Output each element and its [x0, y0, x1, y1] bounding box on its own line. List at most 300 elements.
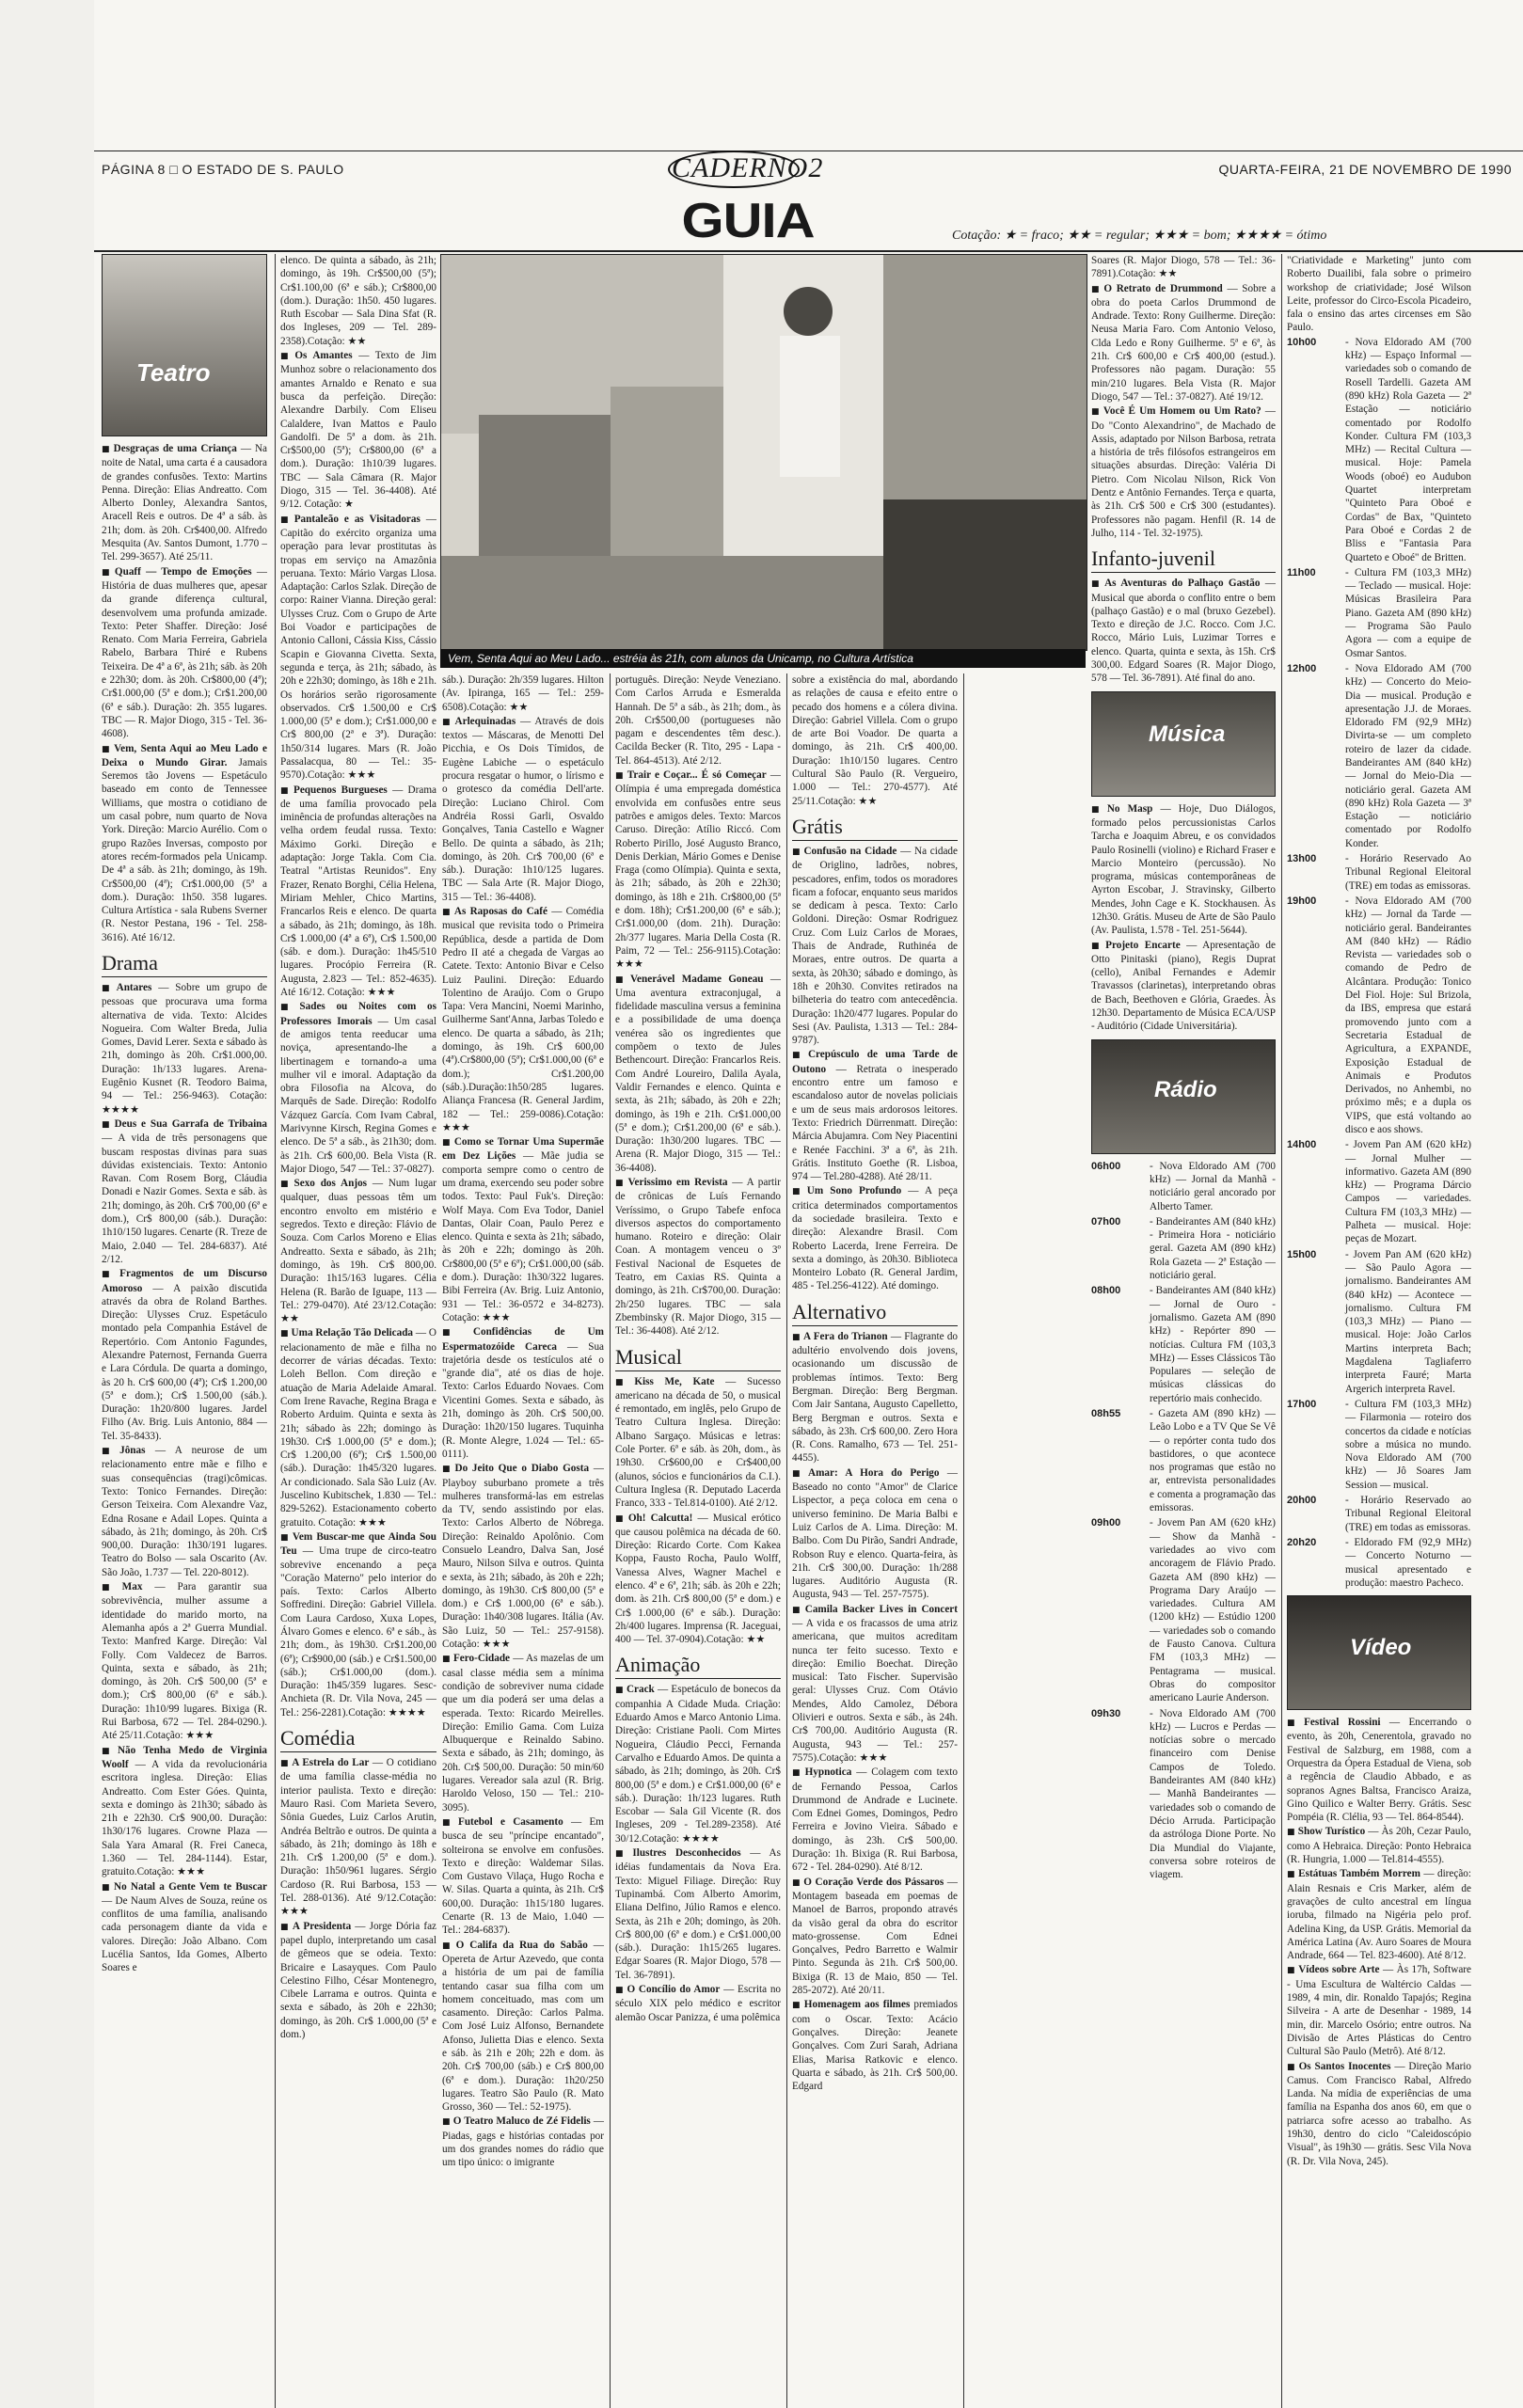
listing-text: — Apresentação de Otto Pinitaski (piano), Regis Duprat (cello), Anibal Fernandes e Ademir Travassos (clarinetas), interpretando obras de Bach, Beethoven e Glória, Graedes. Às 12h30. Departamento de Música ECA/USP - Auditório (Cidade Universitária). [1091, 939, 1276, 1033]
listing-title: O Retrato de Drummond [1103, 282, 1223, 294]
page-header-date: QUARTA-FEIRA, 21 DE NOVEMBRO DE 1990 [1218, 162, 1512, 177]
bullet-icon: ■ [102, 983, 114, 993]
listing-item [615, 1512, 781, 1647]
listing-text: elenco. De quinta a sábado, às 21h; domingo, às 19h. Cr$500,00 (5ª); Cr$1.100,00 (6ª e sáb.); Cr$800,00 (dom.). Duração: 1h50. 450 lugares. Ruth Escobar — Sala Dina Sfat (R. dos Ingleses, 209 — Tel. 289-2358).Cotação: ★★ [280, 255, 436, 347]
listing-title: Futebol e Casamento [458, 1815, 563, 1828]
listing-title: Estátuas Também Morrem [1298, 1868, 1420, 1880]
listing-title: Verissimo em Revista [627, 1176, 728, 1188]
listing-item [792, 1766, 958, 1874]
listing-title: Jônas [119, 1445, 146, 1457]
listing-item [1091, 404, 1276, 540]
listing-text: — Piadas, gags e histórias contadas por um dos grandes nomes do rádio que um tipo único: o imigrante [442, 2115, 604, 2169]
listing-title: Uma Relação Tão Delicada [291, 1327, 414, 1339]
column-divider [963, 673, 964, 2408]
listing-item [615, 1683, 781, 1846]
listing-item [442, 1135, 604, 1324]
listing-text: — Musical que aborda o conflito entre o bem (palhaço Gastão) e o mal (bruxo Gezebel). Texto e direção de J.C. Rocco. Com J.C. Rocco, Mário Luis, Luzimar Torres e elenco. Quarta, quinta e sexta, às 15h. Cr$ 300,00. Edgard Soares (R. Major Diogo, 578 — Tel. 36-7891). Até final do ano. [1091, 578, 1276, 685]
teatro-box [102, 254, 267, 436]
listing-text: — Mãe judia se comporta sempre como o centro de um drama, exercendo seu poder sobre todos. Texto: Paul Fuk's. Direção: Wolf Maya. Com Eva Todor, Daniel Dantas, Olair Coan, Paulo Perez e elenco. Quinta e sexta às 21h; sábado, às 20h e 22h; domingo às 20h. Cr$800,00 (5ª e 6ª); Cr$1.000,00 (sáb. e dom.). Duração: 1h30/322 lugares. Bibi Ferreira (Av. Brig. Luiz Antonio, 931 — Tel.: 36-0572 e 34-8273). Cotação: ★★★ [442, 1150, 604, 1323]
listing-text: — As idéias fundamentais da Nova Era. Texto: Miguel Filiage. Direção: Ruy Tupinambá. Com Alberto Amorim, Eliana Delfino, Júlio Ramos e elenco. Sexta, às 21h e 20h; domingo, às 20h. Cr$ 800,00 (6ª e dom.) e Cr$1.000,00 (sáb.). Duração: 1h15/265 lugares. Edgar Soares (R. Major Diogo, 578 — Tel. 36-7891). [615, 1847, 781, 1981]
radio-description: - Gazeta AM (890 kHz) — Leão Lobo e a TV Que Se Vê — o repórter conta tudo dos bastidores, o que acontece nos programas que estão no ar, entrevista personalidades e comenta a programação das emissoras. [1150, 1408, 1276, 1514]
bullet-icon: ■ [102, 1583, 119, 1593]
listing-text: — O cotidiano de uma família classe-média no interior paulista. Texto e direção: Mauro Rasi. Com Marieta Severo, Sônia Guedes, Luiz Carlos Arutin, Andréa Beltrão e outros. De quinta a sábado, às 21h; domingo às 18h e 21h. Cr$ 1.200,00 (5ª e dom.). Duração: 1h50/961 lugares. Sérgio Cardoso (R. Rui Barbosa, 153 — Tel. 288-0136). Até 9/12.Cotação: ★★★ [280, 1757, 436, 1918]
listing-item [442, 1652, 604, 1814]
listing-item [615, 1846, 781, 1982]
listing-title: Venerável Madame Goneau [629, 973, 764, 985]
listing-title: Confidências de Um Espermatozóide Careca [442, 1326, 604, 1353]
listing-title: A Estrela do Lar [292, 1757, 370, 1769]
listing-item [442, 1815, 604, 1938]
listing-title: Deus e Sua Garrafa de Tribaina [114, 1117, 267, 1130]
caderno2-ring [668, 150, 800, 188]
radio-time: 12h00 [1287, 662, 1317, 674]
listing-text: — Espetáculo de bonecos da companhia A Cidade Muda. Criação: Eduardo Amos e Marco Antonio Lima. Direção: Cristiane Paoli. Com Mirtes Nogueira, Cláudio Pecci, Fernanda Carvalho e Eduardo Amos. De quinta a sábado, às 21h; domingo, às 20h. Cr$ 800,00 (5ª e dom.) e Cr$1.000,00 (6ª e sáb.). Duração: 1h/123 lugares. Ruth Escobar — Sala Gil Vicente (R. dos Ingleses, 209 - Tel.289-2358). Até 30/12.Cotação: ★★★★ [615, 1684, 781, 1845]
listing-title: No Natal a Gente Vem te Buscar [113, 1880, 267, 1893]
listing-item [442, 2115, 604, 2169]
bullet-icon: ■ [1287, 2062, 1296, 2072]
scan-margin [0, 0, 94, 2408]
radio-description: - Nova Eldorado AM (700 kHz) — Jornal da Tarde — noticiário geral. Bandeirantes AM (840 kHz) — Rádio Revista — variedades sob o comando de Pedro de Alcântara. Produção: Tonico Del Fiol. Hoje: Sul Brizola, da IBS, empresa que estará promovendo junto com a Secretaria Estadual de Agricultura, a EXPANDE, Exposição Estadual de Animais e Produtos Derivados, no Anhembi, no próximo mês; e a dupla os VIPS, que está voltando ao disco e aos shows. [1345, 895, 1471, 1135]
listing-item [280, 254, 436, 348]
bullet-icon: ■ [615, 771, 625, 782]
bullet-icon: ■ [442, 1465, 452, 1475]
listing-title: Oh! Calcutta! [627, 1512, 693, 1524]
photo-illustration [441, 255, 1087, 650]
listing-title: Camila Backer Lives in Concert [804, 1603, 958, 1615]
listing-text: — Hoje, Duo Diálogos, formado pelos percussionistas Carlos Tarcha e Joaquim Abreu, e os convidados Paulo Rosinelli (violino) e Richard Fraser e Marcio Monteiro (percussão). No programa, músicas contemporâneas de Ayrton Escobar, J. Stravinsky, Gilberto Mendes, John Cage e K. Stockhausen. Às 12h30. Grátis. Museu de Arte de São Paulo (Av. Paulista, 1.578 - Tel. 251-5644). [1091, 802, 1276, 937]
listing-item [102, 565, 267, 741]
column-3 [442, 673, 604, 2408]
teatro-listings-4 [615, 673, 781, 1339]
listing-title: Do Jeito Que o Diabo Gosta [454, 1463, 590, 1475]
listing-title: Crack [626, 1684, 655, 1696]
gratis-heading: Grátis [792, 814, 958, 841]
listing-title: Pantaleão e as Visitadoras [293, 513, 420, 525]
listing-text: sáb.). Duração: 2h/359 lugares. Hilton (Av. Ipiranga, 165 — Tel.: 259-6508).Cotação: ★★ [442, 674, 604, 713]
listing-text: Soares (R. Major Diogo, 578 — Tel.: 36-7891).Cotação: ★★ [1091, 255, 1276, 280]
listing-item [442, 1325, 604, 1461]
musica-label: Música [1149, 721, 1226, 747]
bullet-icon: ■ [102, 445, 111, 454]
listing-text: — História de duas mulheres que, apesar da grande diferença cultural, desenvolvem uma profunda amizade. Texto: Peter Shaffer. Direção: José Renato. Com Maria Ferreira, Gabriela Rabelo, Barbara Thiré e Rubens Teixeira. De 4ª a 6ª, às 21h; sáb. às 20h e 22h30; dom. às 20h. Cr$800,00 (4ª); Cr$1.000,00 (5ª e dom.); Cr$1.200,00 (6ª e sáb.). Duração: 2h. 355 lugares. TBC — R. Major Diogo, 315 - Tel. 36-4608). [102, 565, 267, 740]
radio-slot [1091, 1516, 1276, 1704]
listing-text: — A vida de três personagens que buscam respostas divinas para suas dúvidas existenciais. Texto: Antonio Ravan. Com Rosem Borg, Cláudia Donadi e Nazir Gomes. Sexta e sáb. às 21h; domingo, às 20h. Cr$ 700,00 (6ª e dom.), Cr$ 800,00 (sáb.). Duração: 1h10/150 lugares. Cenarte (R. Treze de Maio, 2.040 — Tel. 284-6837). Até 2/12. [102, 1133, 267, 1265]
listing-text: — Olímpia é uma empregada doméstica envolvida em confusões entre seus patrões e amigos deles. Texto: Marcos Caruso. Direção: Atílio Riccó. Com Roberto Pirillo, José Augusto Branco, Denis Derkian, Mário Gomes e Denise Fraga (como Olímpia). Quinta e sexta, às 21h; sábado, às 20h e 22h30; domingo, às 18h e 21h. Cr$800,00 (5ª e dom. 18h); Cr$1.200,00 (6ª e sáb.); Cr$1.000,00 (dom. 21h). Duração: 2h/377 lugares. Maria Della Costa (R. Paim, 72 — Tel.: 256-9115).Cotação: ★★★ [615, 769, 781, 971]
listing-item [792, 1184, 958, 1292]
listing-title: Festival Rossini [1304, 1717, 1381, 1729]
listing-item [792, 845, 958, 1047]
listing-title: Arlequinadas [454, 715, 516, 727]
listing-item [1287, 2060, 1471, 2168]
bullet-icon: ■ [1287, 1870, 1296, 1880]
listing-item [102, 442, 267, 564]
listing-text: — A vida da revolucionária escritora inglesa. Direção: Elias Andreatto. Com Ester Góes. Quinta, sexta e domingo às 21h30; sábado às 21h e 22h30. Cr$ 900,00. Duração: 1h30/176 lugares. Crowne Plaza — Sala Yara Amaral (R. Frei Caneca, 1.360 — Tel. 284-1144). Estar, gratuito.Cotação: ★★★ [102, 1758, 267, 1878]
listing-item [792, 1466, 958, 1602]
bullet-icon: ■ [442, 1817, 455, 1828]
gratis-listings [792, 845, 958, 1293]
bullet-icon: ■ [792, 1187, 804, 1197]
radio-time: 14h00 [1287, 1139, 1317, 1151]
listing-title: Homenagem aos filmes [803, 1999, 911, 2011]
listing-item [792, 673, 958, 808]
listing-item [280, 1000, 436, 1176]
bullet-icon: ■ [792, 1877, 801, 1888]
listing-text: — Para garantir sua sobrevivência, mulher assume a identidade do marido morto, na Alemanha após a 2ª Guerra Mundial. Texto: Manfred Karge. Direção: Val Folly. Com Valdecez de Barros. Quinta, sexta e sábado, às 21h; domingo, às 20h. Cr$ 500,00 (5ª e dom.); Cr$ 800,00 (6ª e sáb.). Duração: 1h10/99 lugares. Bixiga (R. Rui Barbosa, 672 — Tel. 284-0290.). Até 25/11.Cotação: ★★★ [102, 1581, 267, 1742]
column-6 [1091, 254, 1276, 2408]
listing-title: Crepúsculo de uma Tarde de Outono [792, 1049, 958, 1075]
bullet-icon: ■ [615, 1377, 632, 1387]
radio-slot [1287, 895, 1471, 1136]
page-header-left: PÁGINA 8 □ O ESTADO DE S. PAULO [102, 162, 344, 177]
listing-title: Trair e Coçar... É só Começar [627, 769, 767, 782]
video-listings [1287, 1716, 1471, 2168]
listing-title: Sades ou Noites com os Professores Imorais [280, 1001, 436, 1027]
comedia-listings [280, 1756, 436, 2041]
listing-item [102, 1117, 267, 1266]
listing-item [280, 1756, 436, 1919]
radio-time: 09h00 [1091, 1517, 1121, 1529]
bullet-icon: ■ [792, 2001, 801, 2011]
bullet-icon: ■ [280, 1532, 290, 1543]
listing-item [615, 673, 781, 768]
listing-title: Kiss Me, Kate [634, 1375, 715, 1387]
listing-text: — Uma aventura extraconjugal, a fidelidade masculina versus a feminina e a possibilidade de uma doença venérea são os ingredientes que compõem o texto de Jules Bethencourt. Direção: Francarlos Reis. Com André Loureiro, Dalila Ayala, Valdir Fernandes e elenco. Quinta e sexta, às 21h; sábado, às 20h e 22h; domingo, às 19h e 21h. Cr$1.000,00 (5ª e dom.); Cr$1.200,00 (6ª e sáb.). Duração: 1h30/200 lugares. TBC — Arena (R. Major Diogo, 315 — Tel.: 36-4408). [615, 973, 781, 1174]
listing-title: Vem Buscar-me que Ainda Sou Teu [280, 1530, 436, 1558]
listing-text: — A vida e os fracassos de uma atriz americana, que muitos acreditam nunca ter feito sucesso. Texto e direção: Emilio Boechat. Direção musical: Tato Fischer. Supervisão geral: Ulysses Cruz. Com Otávio Mendes, Aldo Camolez, Débora Olivieri e outros. Sexta e sáb., às 24h. Cr$ 700,00. Auditório Augusta (R. Augusta, 943 — Tel.: 257-7575).Cotação: ★★★ [792, 1618, 958, 1764]
bullet-icon: ■ [280, 352, 293, 362]
teatro-listings-2 [280, 254, 436, 1719]
photo-caption: Vem, Senta Aqui ao Meu Lado... estréia às 21h, com alunos da Unicamp, no Cultura Artística [440, 649, 1086, 668]
listing-text: — A peça critica determinados comportamentos da sociedade brasileira. Texto e direção: Alexandre Brasil. Com Roberto Lacerda, Irene Ferreira. De sexta a domingo, às 20h30. Biblioteca Monteiro Lobato (R. General Jardim, 485 - Tel.256-4122). Até domingo. [792, 1185, 958, 1292]
listing-title: Quaff — Tempo de Emoções [114, 565, 252, 578]
teatro-listings-5 [792, 673, 958, 808]
radio-slot [1287, 1398, 1471, 1492]
listing-text: — Sucesso americano na década de 50, o musical é remontado, em inglês, pelo Grupo de Teatro Cultura Inglesa. Direção: Albano Sargaço. Músicas e letras: Cole Porter. 6ª e sáb. às 20h, dom., às 19h30. Cr$600,00 e Cr$400,00 (alunos, sócios e funcionários da C.I.). Cultura Inglesa (R. Deputado Lacerda Franco, 333 - Tel.814-0100). Até 2/12. [615, 1375, 781, 1510]
listing-title: Show Turístico [1297, 1826, 1366, 1838]
musica-listings [1091, 802, 1276, 1034]
bullet-icon: ■ [1287, 1719, 1302, 1729]
video-label: Vídeo [1350, 1635, 1412, 1661]
radio-description: - Nova Eldorado AM (700 kHz) — Concerto do Meio-Dia — musical. Produção e apresentação J.J. de Moraes. Eldorado FM (92,9 MHz) Divirta-se — um completo roteiro de lazer da cidade. Bandeirantes AM (840 kHz) — Jornal do Meio-Dia — noticiário geral. Gazeta AM (890 kHz) Rola Gazeta — 3ª Estação — noticiário comentado por Rodolfo Konder. [1345, 662, 1471, 849]
radio-description: - Nova Eldorado AM (700 kHz) — Espaço Informal — variedades sob o comando de Rosell Tardelli. Gazeta AM (890 kHz) Rola Gazeta — 2ª Estação — noticiário comentado por Rodolfo Konder. Cultura FM (103,3 MHz) — Recital Cultura — musical. Hoje: Pamela Woods (oboé) eo Audubon Quartet interpretam "Quinteto Para Oboé e Cordas" de Bax, "Quinteto Para Oboé e Cordas 2 de Bliss e "Fantasia Para Quarteto e Oboé" de Britten. [1345, 336, 1471, 563]
listing-text: — Flagrante do adultério envolvendo dois jovens, ocasionando um discussão de problemas íntimos. Texto: Berg Bergman. Direção: Berg Bergman. Com Jair Santana, Augusto Capelletto, Berg Bergman e outros. Sexta e sábado, às 23h. Cr$ 600,00. Zero Hora (R. Cons. Ramalho, 673 — Tel. 251-4455). [792, 1330, 958, 1465]
bullet-icon: ■ [1091, 407, 1101, 418]
listing-item [615, 1176, 781, 1339]
radio-time: 17h00 [1287, 1398, 1317, 1410]
column-5 [792, 673, 958, 2408]
radio-time: 08h55 [1091, 1408, 1121, 1419]
listing-text: — Na cidade de Origlino, ladrões, nobres, pescadores, enfim, todos os moradores ficam a fofocar, enquanto seus maridos se dedicam à pesca. Texto: Carlo Goldoni. Direção: Osmar Rodriguez Cruz. Com Luiz Carlos de Moraes, Thais de Andrade, Ruthinéa de Moraes, entre outros. De quarta a sexta, às 20h30; sábado e domingo, às 18h e 20h30. Convites retirados na bilheteria do teatro com antecedência. Duração: 1h20/477 lugares. Popular do Sesi (Av. Paulista, 1.313 — Tel.: 284-9787). [792, 845, 958, 1047]
listing-text: — A paixão discutida através da obra de Roland Barthes. Direção: Ulysses Cruz. Espetáculo montado pela Companhia Estável de Repertório. Com Antonio Fagundes, Alexandre Paternost, Fernanda Guerra e Lara Córdula. De quarta a domingo, às 20 h. Cr$ 600,00 (4ª); Cr$ 1.200,00 (5ª e dom.); Cr$ 1.500,00 (sáb.). Duração: 1h20/800 lugares. Jardel Filho (Av. Brig. Luis Antonio, 884 — Tel. 35-8433). [102, 1282, 267, 1442]
infanto-juvenil-heading: Infanto-juvenil [1091, 546, 1276, 573]
listing-text: — De Naum Alves de Souza, reúne os conflitos de uma família, analisando cada personagem diante da vida e valores. Direção: João Albano. Com Lucélia Santos, Ida Gomes, Alberto Soares e [102, 1894, 267, 1974]
listing-text: — Opereta de Artur Azevedo, que conta a história de um pai de família tentando casar sua filha com um homem conceituado, mas com um casamento. Direção: Carlos Palma. Com José Luiz Alfonso, Bernandete Afonso, Julietta Dias e elenco. Sexta e sáb. às 21h e 20h; 22h e dom. às 20h. Cr$ 700,00 (sáb.) e Cr$ 800,00 (6ª e dom.). Duração: 1h20/250 lugares. Teatro São Paulo (R. Mato Grosso, 360 — Tel.: 52-1975). [442, 1939, 604, 2114]
radio-time: 15h00 [1287, 1248, 1317, 1260]
listing-text: — Através de dois textos — Máscaras, de Menotti Del Picchia, e Os Dois Tímidos, de Eugène Labiche — o espetáculo procura resgatar o humor, o lírismo e o grotesco da comédia Dell'arte. Direção: Luciano Chirol. Com Andréia Rossi Garli, Osvaldo Gonçalves, Tania Castello e Wagner Bello. De quinta a sábado, às 21h; domingo, às 20h. Cr$ 700,00 (6ª e sáb.). Duração: 1h10/125 lugares. TBC — Sala Arte (R. Major Diogo, 315 — Tel.: 36-4408). [442, 715, 604, 903]
radio-intro [1287, 254, 1471, 335]
listing-text: — Colagem com texto de Fernando Pessoa, Carlos Drummond de Andrade e Lucinete. Com Ednei Gomes, Domingos, Pedro Ferreira e Jovino Vieira. Sábado e domingo, às 23h. Cr$ 500,00. Duração: 1h. Bixiga (R. Rui Barbosa, 672 - Tel. 284-0290). Até 8/12. [792, 1766, 958, 1874]
listing-item [442, 673, 604, 714]
radio-slot [1287, 336, 1471, 564]
radio-description: - Jovem Pan AM (620 kHz) — São Paulo Agora — jornalismo. Bandeirantes AM (840 kHz) — Acontece — jornalismo. Cultura FM (103,3 MHz) — Piano — musical. Hoje: João Carlos Martins interpreta Bach; Magdalena Tagliaferro interpreta Fauré; Marta Argerich interpreta Ravel. [1345, 1248, 1471, 1395]
listing-item [1091, 254, 1276, 281]
listing-text: — Escrita no século XIX pelo médico e escritor alemão Oscar Panizza, é uma polêmica [615, 1984, 781, 2023]
radio-slot [1287, 1536, 1471, 1590]
bullet-icon: ■ [102, 1746, 115, 1756]
bullet-icon: ■ [102, 567, 112, 578]
listing-item [1287, 1867, 1471, 1962]
radio-slot [1091, 1160, 1276, 1213]
teatro-label: Teatro [136, 358, 211, 387]
header-rule-top [94, 150, 1523, 151]
radio-slot [1287, 852, 1471, 893]
listing-title: Um Sono Profundo [806, 1185, 902, 1197]
radio-schedule [1091, 1160, 1276, 1882]
bullet-icon: ■ [442, 717, 452, 727]
column-4 [615, 673, 781, 2408]
listing-item [102, 1267, 267, 1443]
comedia-heading: Comédia [280, 1725, 436, 1752]
listing-text: — Um casal de amigos tenta reeducar uma noviça, apresentando-lhe a libertinagem e tornando-a uma mulher vil e imoral. Adaptação da obra Filosofia na Alcova, do Marquês de Sade. Direção: Rodolfo Vázquez García. Com Ivam Cabral, Marivynne Kirsch, Regina Gomes e elenco. De 5ª a sáb., às 21h30; dom. às 21h. Cr$ 600,00. Bela Vista (R. Major Diogo, 547 — Tel.: 37-0827). [280, 1015, 436, 1175]
listing-title: Sexo dos Anjos [293, 1178, 368, 1190]
caderno2-logo [672, 152, 824, 188]
radio-schedule-2 [1287, 336, 1471, 1590]
radio-description: - Bandeirantes AM (840 kHz) - Primeira Hora - noticiário geral. Gazeta AM (890 kHz) Rola Gazeta — 2ª Estação — noticiário geral. [1150, 1215, 1276, 1282]
listing-title: Hypnotica [804, 1766, 852, 1779]
bullet-icon: ■ [280, 1759, 290, 1769]
listing-title: Os Santos Inocentes [1298, 2060, 1391, 2072]
column-divider [610, 673, 611, 2408]
bullet-icon: ■ [280, 1003, 297, 1013]
listing-title: As Raposas do Café [453, 906, 547, 918]
listing-item [280, 513, 436, 783]
bullet-icon: ■ [442, 1941, 453, 1951]
listing-title: Ilustres Desconhecidos [632, 1847, 741, 1860]
listing-item [792, 1876, 958, 1998]
listing-title: No Masp [1106, 802, 1153, 815]
musica-box [1091, 691, 1276, 797]
bullet-icon: ■ [102, 1270, 118, 1280]
listing-item [102, 1744, 267, 1879]
listing-item [1091, 802, 1276, 938]
listing-item [792, 1603, 958, 1766]
listing-title: Vídeos sobre Arte [1298, 1964, 1380, 1976]
listing-text: — Direção Mario Camus. Com Francisco Rabal, Alfredo Landa. Na mídia de experiências de uma família na Espanha dos anos 60, em que o patriarca sofre acesso ao trabalho. As 19h30, dentro do ciclo "Caleidoscópio Visual", às 19h30 — grátis. Sesc Vila Nova (R. Dr. Vila Nova, 245). [1287, 2060, 1471, 2167]
listing-item [280, 1530, 436, 1719]
listing-title: Confusão na Cidade [803, 845, 897, 857]
listing-text: — Encerrando o evento, às 20h, Cenerentola, gravado no Festival de Salzburg, em 1988, com a Orquestra da Ópera Estadual de Viena, sob a regência de Claudio Abbado, e as sopranos Agnes Baltsa, Francisco Araiza, Gino Quilico e Walter Berry. Grátis. Sesc Pompéia (R. Clélia, 93 — Tel. 864-8544). [1287, 1717, 1471, 1824]
listing-text: — A partir de crônicas de Luís Fernando Veríssimo, o Grupo Tabefe enfoca diversos aspectos do comportamento humano. Roteiro e direção: Olair Coan. A montagem venceu o 3º Festival Nacional de Esquetes de Teatro, em Caxias RS. Quinta a domingo, às 21h. Cr$700,00. Duração: 2h/250 lugares. TBC — sala Zbembinsky (R. Major Diogo, 315 — Tel.: 36-4408). Até 2/12. [615, 1176, 781, 1338]
column-divider [1281, 254, 1282, 2408]
column-divider [786, 673, 787, 2408]
bullet-icon: ■ [102, 1447, 118, 1457]
radio-description: - Cultura FM (103,3 MHz) — Filarmonia — roteiro dos concertos da cidade e notícias sobre a música no mundo. Nova Eldorado AM (700 kHz) — Jô Soares Jam Session — musical. [1345, 1398, 1471, 1491]
radio-time: 20h20 [1287, 1536, 1317, 1548]
alternativo-heading: Alternativo [792, 1299, 958, 1326]
bullet-icon: ■ [442, 2117, 451, 2128]
listing-text: — A neurose de um relacionamento entre mãe e filho e suas consequências (tragi)cômicas. Texto: Tonico Fernandes. Direção: Gerson Teixeira. Com Alexandre Vaz, Edna Rosane e Adail Lopes. Quinta a sábado, às 21h; domingo, às 20h. Cr$ 900,00. Duração: 1h30/191 lugares. Teatro do Bolso — sala Oscarito (Av. São João, 1.737 — Tel. 220-8012). [102, 1445, 267, 1578]
bullet-icon: ■ [280, 1922, 290, 1932]
listing-title: A Presidenta [292, 1920, 352, 1932]
teatro-listings-6 [1091, 254, 1276, 540]
radio-slot [1091, 1707, 1276, 1882]
caderno2-logo-text: CADERNO2 [672, 152, 824, 183]
radio-description: - Horário Reservado Ao Tribunal Regional Eleitoral (TRE) em todas as emissoras. [1345, 853, 1471, 892]
radio-slot [1287, 1248, 1471, 1396]
animacao-listings [615, 1683, 781, 2023]
listing-text: — Na noite de Natal, uma carta é a causadora de grandes confusões. Texto: Martins Penna. Direção: Elias Andreatto. Com Alberto Donley, Alexandra Santos, Aracell Reis e outros. De 4ª a sáb. às 21h; dom. às 20h. Cr$400,00. Alfredo Mesquita (Av. Santos Dumont, 1.770 – Tel. 299-3657). Até 25/11. [102, 443, 267, 563]
listing-text: — Comédia musical que revisita todo o Primeira República, desde a partida de Dom Pedro II até a chegada de Vargas ao Catete. Texto: Antonio Bivar e Celso Luiz Paulini. Direção: Eduardo Tolentino de Araújo. Com o Grupo Tapa: Vera Mancini, Noemi Marinho, Guilherme Sant'Anna, Jarbas Toledo e elenco. De quarta a sábado, às 21h; domingo, às 19h. Cr$ 600,00 (4ª).Cr$800,00 (5ª); Cr$1.000,00 (6ª e dom.); Cr$1.200,00 (sáb.).Duração:1h50/285 lugares. Aliança Francesa (R. General Jardim, 182 — Tel.: 259-0086).Cotação: ★★★ [442, 906, 604, 1133]
bullet-icon: ■ [792, 1051, 805, 1061]
listing-title: Os Amantes [294, 350, 353, 362]
radio-description: - Jovem Pan AM (620 kHz) — Show da Manhã - variedades ao vivo com ancoragem de Flávio Prado. Gazeta AM (890 kHz) — Programa Dary Araújo — variedades. Cultura AM (1200 kHz) — Estúdio 1200 — variedades sob o comando de Fausto Canova. Cultura FM (103,3 MHz) — Pentagrama — musical. Obras do compositor americano Laurie Anderson. [1150, 1517, 1276, 1704]
alternativo-listings [792, 1330, 958, 2094]
listing-title: Como se Tornar Uma Supermãe em Dez Lições [442, 1136, 604, 1163]
bullet-icon: ■ [102, 1882, 111, 1893]
drama-heading: Drama [102, 950, 267, 977]
listing-title: O Concílio do Amor [627, 1984, 721, 1996]
listing-title: Fero-Cidade [452, 1653, 511, 1665]
infanto-juvenil-listings [1091, 577, 1276, 685]
radio-time: 10h00 [1287, 336, 1317, 348]
listing-item [280, 1920, 436, 2042]
listing-text: — Às 17h, Software - Uma Escultura de Waltércio Caldas — 1989, 4 min, dir. Ronaldo Tapajós; Regina Silveira - A arte de Desenhar - 1989, 14 min, dir. Marcelo Osório; entre outros. Na Divisão de Artes Plásticas do Centro Cultural São Paulo (Metrô). Até 8/12. [1287, 1964, 1471, 2058]
listing-item [1287, 1963, 1471, 2058]
radio-time: 07h00 [1091, 1215, 1121, 1228]
listing-text: — Drama de uma família provocado pela iminência de profundas alterações na velha ordem feudal russa. Texto: Máximo Gorki. Direção e adaptação: Jorge Takla. Com Cia. Teatral "Artistas Reunidos". Eny Frazer, Renato Borghi, Célia Helena, Miriam Mehler, Chico Martins, Francarlos Reis e elenco. De quarta a sábado, às 21h; domingo, às 18h. Cr$ 1.000,00 (4ª a 6ª), Cr$ 1.500,00 (sáb. e dom.). Duração: 1h45/510 lugares. Procópio Ferreira (R. Augusta, 2.823 — Tel.: 852-4635). Até 16/12. Cotação: ★★★ [280, 784, 436, 999]
listing-text: — Montagem baseada em poemas de Manoel de Barros, propondo através da visão geral da obra do escritor mato-grossense. Com Ednei Gonçalves, Pedro Barretto e Walmir Pinto. Segunda às 21h. Cr$ 500,00. Bixiga (R. 13 de Maio, 850 — Tel. 285-2072). Até 20/11. [792, 1876, 958, 1997]
radio-slot [1287, 1138, 1471, 1245]
bullet-icon: ■ [102, 1119, 112, 1130]
listing-item [280, 1326, 436, 1529]
column-7 [1287, 254, 1471, 2408]
listing-title: Não Tenha Medo de Virginia Woolf [102, 1744, 267, 1770]
listing-item [102, 742, 267, 944]
bullet-icon: ■ [1091, 284, 1102, 294]
radio-description: - Jovem Pan AM (620 kHz) — Jornal Mulher — informativo. Gazeta AM (890 kHz) — Programa Dárcio Campos — variedades. Cultura FM (103,3 MHz) — Palheta — musical. Hoje: peças de Mozart. [1345, 1139, 1471, 1245]
listing-item [615, 1983, 781, 2024]
radio-time: 20h00 [1287, 1495, 1317, 1507]
radio-time: 09h30 [1091, 1707, 1121, 1719]
bullet-icon: ■ [280, 785, 291, 796]
radio-slot [1091, 1215, 1276, 1282]
bullet-icon: ■ [1091, 804, 1104, 815]
listing-text: — direção: Alain Resnais e Cris Marker, além de gravações de culto ancestral em língua ioruba, filmado na Nigéria pelo prof. Adelina King, da USP. Grátis. Memorial da América Latina (Av. Auro Soares de Moura Andrade, 664 — Tel. 823-4600). Até 8/12. [1287, 1868, 1471, 1962]
radio-description: - Bandeirantes AM (840 kHz) — Jornal de Ouro - jornalismo. Gazeta AM (890 kHz) - Repórter 890 — notícias. Cultura FM (103,3 MHz) — Esses Clássicos Tão Populares — seleção de músicas clássicas do repertório mais conhecido. [1150, 1285, 1276, 1404]
listing-text: — Num lugar qualquer, duas pessoas têm um encontro envolto em mistério e segredos. Texto e direção: Flávio de Souza. Com Carlos Moreno e Elias Andreatto. Sexta e sábado, às 21h; domingo, às 19h. Cr$ 800,00. Duração: 1h15/163 lugares. Célia Helena (R. Barão de Iguape, 113 — Tel.: 279-0470). Até 23/12.Cotação: ★★ [280, 1178, 436, 1325]
listing-item [792, 1330, 958, 1465]
listing-item [1287, 1825, 1471, 1866]
header-rule-bottom [94, 250, 1523, 252]
listing-item [442, 1462, 604, 1651]
bullet-icon: ■ [442, 1655, 451, 1665]
radio-description: - Nova Eldorado AM (700 kHz) — Lucros e Perdas — notícias sobre o mercado financeiro com Denise Campos de Toledo. Bandeirantes AM (840 kHz) — Manhã Bandeirantes — variedades sob o comando de Décio Arruda. Participação da astróloga Dione Porte. No Dia Mundial do Viajante, conversa sobre roteiros de viagem. [1150, 1707, 1276, 1881]
listing-item [1091, 939, 1276, 1034]
radio-slot [1091, 1284, 1276, 1405]
listing-text: — Sobre um grupo de pessoas que procurava uma forma alternativa de vida. Texto: Alcides Nogueira. Com Walter Breda, Julia Gomes, David Lerer. Sexta e sábado às 21h, domingo às 20h. Cr$1.000,00. Duração: 1h/133 lugares. Arena-Eugênio Kusnet (R. Teodoro Baima, 94 — Tel.: 256-9463). Cotação: ★★★★ [102, 981, 267, 1116]
radio-description: - Horário Reservado ao Tribunal Regional Eleitoral (TRE) em todas as emissoras. [1345, 1495, 1471, 1533]
bullet-icon: ■ [1287, 1966, 1296, 1976]
listing-item [1091, 282, 1276, 404]
listing-text: — Uma trupe de circo-teatro sobrevive encenando a peça "Coração Materno" pelo interior do país. Texto: Carlos Alberto Soffredini. Direção: Gabriel Villela. Com Laura Cardoso, Xuxa Lopes, Álvaro Gomes e elenco. 6ª e sáb., às 21h; dom., às 19h30. Cr$1.200,00 (6ª); Cr$900,00 (sáb.) e Cr$1.500,00 (sáb.); Cr$1.000,00 (dom.). Duração: 1h45/359 lugares. Sesc-Anchieta (R. Dr. Vila Nova, 245 — Tel.: 256-2281).Cotação: ★★★★ [280, 1545, 436, 1719]
listing-text: — Baseado no conto "Amor" de Clarice Lispector, a peça coloca em cena o universo feminino. De Maria Balbi e Luiz Carlos de A. Lima. Direção: M. Balbo. Com Du Pirão, Sandri Andrade, Robson Ruy e elenco. Quarta-feira, às 21h. Cr$ 300,00. Duração: 1h/288 lugares. Auditório Augusta (R. Augusta, 943 — Tel. 257-7575). [792, 1466, 958, 1601]
radio-time: 06h00 [1091, 1160, 1121, 1172]
listing-item [280, 784, 436, 1000]
column-2 [280, 254, 436, 2408]
column-1 [102, 254, 267, 2408]
bullet-icon: ■ [792, 1332, 801, 1342]
bullet-icon: ■ [102, 744, 112, 754]
bullet-icon: ■ [442, 1138, 452, 1149]
listing-item [102, 1880, 267, 1975]
bullet-icon: ■ [615, 1686, 624, 1696]
listing-item [442, 715, 604, 904]
listing-title: Projeto Encarte [1105, 939, 1181, 951]
listing-title: Antares [116, 981, 152, 993]
bullet-icon: ■ [280, 1329, 289, 1339]
listing-item [442, 1939, 604, 2115]
listing-text: Jamais Seremos tão Jovens — Espetáculo baseado em conto de Tennessee Williams, que mostra o cotidiano de um casal pobre, num quarto de Nova York. Direção: Marcio Aurélio. Com o grupo Razões Inversas, composto por atores recém-formados pela Unicamp. De 4ª a sáb. às 21h; domingo, às 19h. Cr$500,00 (4ª); Cr$1.000,00 (5ª a dom.). Duração: 1h50. 358 lugares. Cultura Artística - sala Rubens Sverner (R. Nestor Pestana, 196 - Tel. 258-3616). Até 16/12. [102, 756, 267, 943]
bullet-icon: ■ [792, 1605, 802, 1615]
listing-title: O Coração Verde dos Pássaros [803, 1876, 944, 1888]
listing-title: A Fera do Trianon [802, 1330, 888, 1342]
listing-item [280, 349, 436, 512]
animacao-heading: Animação [615, 1652, 781, 1679]
listing-text: — As mazelas de um casal classe média sem a mínima condição de sobreviver numa cidade que um dia poderá ser uma delas a esperada. Texto: Ricardo Meirelles. Direção: Emilio Gama. Com Luiza Albuquerque e Reinaldo Sabino. Sexta e sábado, às 21h; domingo, às 20h. Cr$ 500,00. Duração: 50 min/60 lugares. Vereador sala azul (R. Brig. Haroldo Veloso, 150 — Tel.: 210-3095). [442, 1653, 604, 1814]
bullet-icon: ■ [792, 1468, 806, 1479]
radio-slot [1091, 1407, 1276, 1514]
bullet-icon: ■ [442, 908, 452, 918]
listing-item [615, 768, 781, 971]
video-box [1287, 1595, 1471, 1710]
bullet-icon: ■ [1091, 941, 1103, 951]
listing-text: — Texto de Jim Munhoz sobre o relacionamento dos amantes Arnaldo e Renato e sua busca da perfeição. Direção: Alexandre Darbily. Com Eliseu Calaldere, Ivan Mattos e Paulo Gandolfi. De 5ª a dom. às 21h. Cr$500,00 (5ª); Cr$800,00 (6ª a dom.). Duração: 1h10/39 lugares. TBC — Sala Câmara (R. Major Diogo, 315 — Tel. 36-4408). Até 9/12. Cotação: ★ [280, 350, 436, 511]
listing-text: português. Direção: Neyde Veneziano. Com Carlos Arruda e Esmeralda Hannah. De 5ª a sáb., às 21h; dom., às 20h. Cr$500,00 (portugueses não pagam e descendentes têm desc.). Cacilda Becker (R. Tito, 295 - Lapa - Tel. 864-4513). Até 2/12. [615, 674, 781, 767]
listing-item [102, 981, 267, 1117]
bullet-icon: ■ [792, 1768, 802, 1779]
listing-text: — Capitão do exército organiza uma operação para levar prostitutas às tropas em serviço na Amazônia peruana. Texto: Mário Vargas Llosa. Adaptação: Carlos Szlak. Direção de corpo: Rainer Vianna. Direção geral: Ulysses Cruz. Com o Grupo de Arte Boi Voador e participações de Antonio Calloni, Cássia Kiss, Cássio Scapin e Giovanna Civetta. Sexta, segunda e terça, às 21h; sábado, às 20h e 22h30; domingo, às 18h e 21h. Os horários serão rigorosamente observados. Cr$ 1.500,00 e Cr$ 1.000,00 (5ª e dom.); Cr$1.000,00 e Cr$ 800,00 (2ª e 3ª). Duração: 1h50/314 lugares. Mars (R. João Passalacqua, 80 — Tel.: 35-9570).Cotação: ★★★ [280, 513, 436, 782]
listing-text: — Em busca de seu "príncipe encantado", solteirona se envolve em confusões. Texto e direção: Waldemar Silas. Com Gustavo Vilaça, Hugo Rocha e W. Silas. Quarta a quinta, às 21h. Cr$ 600,00. Duração: 1h15/180 lugares. Cenarte (R. 13 de Maio, 1.040 — Tel.: 284-6837). [442, 1815, 604, 1937]
listing-text: — Do "Conto Alexandrino", de Machado de Assis, adaptado por Nilson Barbosa, retrata a história de três filósofos estrangeiros em situações absurdas. Direção: Valéria Di Pietro. Com Nicolau Nilson, Rick Von Dentz e Antônio Fernandes. Terça e quarta, às 21h. Cr$ 500 e Cr$ 300 (estudantes). Professores não pagam. Henfil (R. 14 de Julho, 114 - Tel. 32-1975). [1091, 405, 1276, 539]
listing-title: As Aventuras do Palhaço Gastão [1104, 578, 1261, 590]
rating-legend: Cotação: ★ = fraco; ★★ = regular; ★★★ = bom; ★★★★ = ótimo [952, 229, 1327, 243]
radio-time: 13h00 [1287, 853, 1317, 865]
listing-title: Fragmentos de um Discurso Amoroso [102, 1268, 267, 1294]
listing-text: premiados com o Oscar. Texto: Acácio Gonçalves. Direção: Jeanete Gonçalves. Com Zuri Sarah, Adriana Elias, Marisa Ratkovic e elenco. Quarta e sábado, às 21h. Cr$ 500,00. Edgard [792, 1999, 958, 2093]
radio-time: 19h00 [1287, 895, 1317, 907]
listing-item [1287, 254, 1471, 335]
listing-text: sobre a existência do mal, abordando as relações de causa e efeito entre o pecado dos homens e a cólera divina. Direção: Gabriel Villela. Com o grupo de arte Boi Voador. De quarta a domingo, às 21h. Cr$ 400,00. Duração: 1h10/150 lugares. Centro Cultural São Paulo (R. Vergueiro, 1.000 — Tel.: 270-4577). Até 25/11.Cotação: ★★ [792, 674, 958, 807]
section-title-guia: GUIA [681, 193, 815, 248]
listing-title: Pequenos Burgueses [293, 784, 388, 796]
bullet-icon: ■ [615, 1849, 630, 1860]
listing-text: — Retrata o inesperado encontro entre um famoso e escandaloso autor de novelas policiais e um de seus mais ardorosos leitores. Texto: Friedrich Dürrenmatt. Direção: Márcia Abujamra. Com Ney Piacentini e Renée Facchini. 3ª a 6ª, às 21h. Grátis. Instituto Goethe (R. Lisboa, 974 — Tel.280-4288). Até 28/11. [792, 1063, 958, 1183]
bullet-icon: ■ [280, 515, 292, 525]
bullet-icon: ■ [442, 1328, 470, 1339]
radio-slot [1287, 566, 1471, 660]
listing-title: Amar: A Hora do Perigo [808, 1466, 940, 1479]
listing-title: Você É Um Homem ou Um Rato? [1103, 405, 1261, 418]
bullet-icon: ■ [280, 1180, 292, 1190]
listing-item [280, 1177, 436, 1325]
radio-description: - Eldorado FM (92,9 MHz) — Concerto Noturno — musical apresentado e produção: maestro Pacheco. [1345, 1536, 1471, 1589]
listing-item [102, 1580, 267, 1743]
bullet-icon: ■ [615, 1178, 626, 1188]
bullet-icon: ■ [615, 1513, 626, 1524]
listing-item [1091, 577, 1276, 685]
listing-title: Vem, Senta Aqui ao Meu Lado e Deixa o Mundo Girar. [102, 742, 267, 768]
listing-text: "Criatividade e Marketing" junto com Roberto Duailibi, fala sobre o primeiro workshop de criatividade; José Wilson Leite, professor do Circo-Escola Picadeiro, fala o ensino das artes circenses em São Paulo. [1287, 255, 1471, 334]
